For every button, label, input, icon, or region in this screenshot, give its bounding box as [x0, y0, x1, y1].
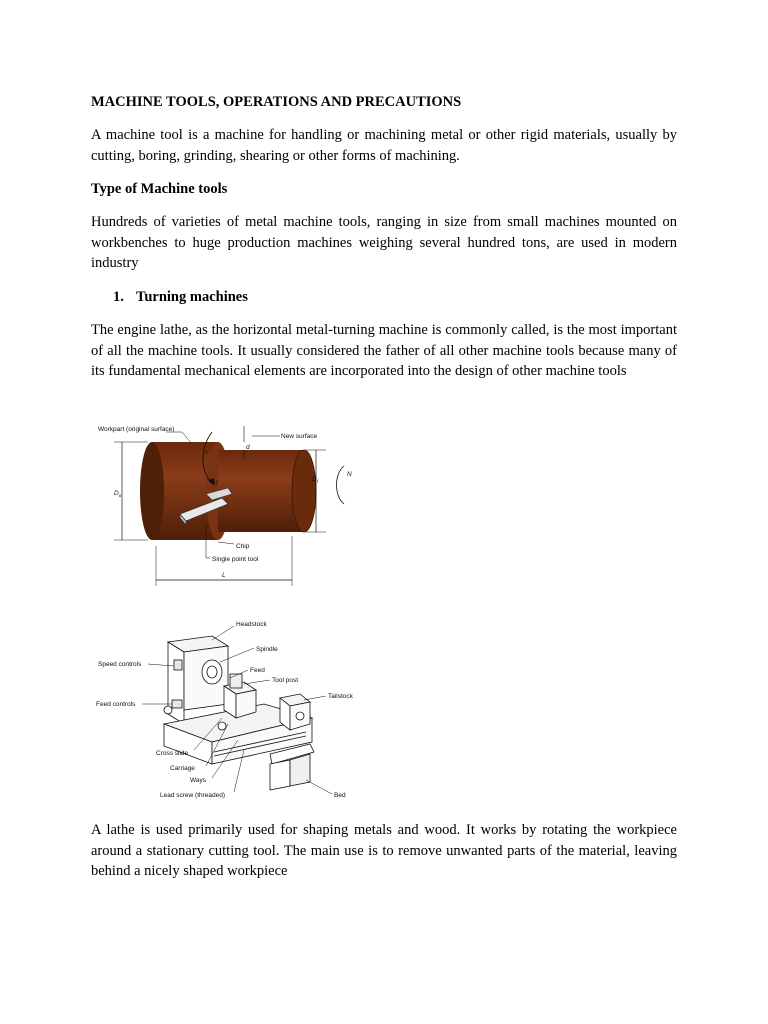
section-heading: Type of Machine tools	[91, 181, 228, 197]
label-chip: Chip	[236, 543, 250, 550]
label-speed-controls: Speed controls	[98, 661, 142, 668]
label-l: L	[222, 572, 226, 579]
label-feed: Feed	[250, 667, 265, 674]
label-cross-slide: Cross slide	[156, 750, 189, 757]
label-workpart: Workpart (original surface)	[98, 426, 175, 433]
label-do: $D_o$	[114, 490, 122, 498]
section-paragraph: Hundreds of varieties of metal machine tools, ranging in size from small machines mounted on workbenches to huge production machines weighing several hundred tons, are used in modern industry	[91, 214, 677, 272]
label-ways: Ways	[190, 777, 207, 784]
label-carriage: Carriage	[170, 765, 195, 772]
list-item-turning-machines	[113, 289, 248, 306]
label-bed: Bed	[334, 792, 346, 799]
label-new-surface: New surface	[281, 433, 318, 440]
label-single-point-tool: Single point tool	[212, 556, 259, 563]
label-df: $D_f$	[312, 476, 318, 484]
label-spindle: Spindle	[256, 646, 278, 653]
final-paragraph: A lathe is used primarily used for shaping metals and wood. It works by rotating the workpiece around a stationary cutting tool. The main use is to remove unwanted parts of the material, leaving behind a nicely shaped workpiece	[91, 822, 677, 880]
list-label: Turning machines	[136, 289, 248, 305]
label-tailstock: Tailstock	[328, 693, 353, 700]
engine-lathe-figure	[94, 614, 366, 802]
label-headstock: Headstock	[236, 621, 267, 628]
label-lead-screw: Lead screw (threaded)	[160, 792, 226, 799]
turning-operation-figure	[94, 418, 364, 590]
label-feed-controls: Feed controls	[96, 701, 136, 708]
label-n: N	[347, 471, 352, 478]
document-title: MACHINE TOOLS, OPERATIONS AND PRECAUTIONS	[91, 94, 462, 110]
label-v: v	[205, 449, 209, 456]
intro-paragraph: A machine tool is a machine for handling or machining metal or other rigid materials, usually by cutting, boring, grinding, shearing or other forms of machining.	[91, 127, 677, 164]
label-f: f	[216, 480, 218, 487]
list-number: 1.	[113, 289, 124, 305]
label-d: d	[246, 444, 250, 451]
label-tool-post: Tool post	[272, 677, 299, 684]
lathe-paragraph: The engine lathe, as the horizontal metal-turning machine is commonly called, is the most important of all the machine tools. It usually considered the father of all other machine tools because many of its fundamental mechanical elements are incorporated into the design of other machine tools	[91, 322, 677, 380]
